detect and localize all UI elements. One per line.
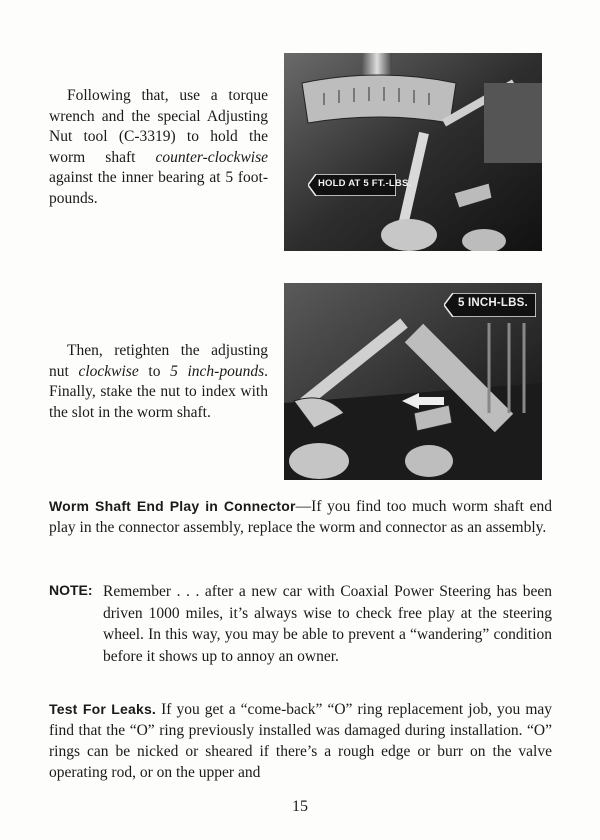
sign-hold-at-5-ft-lbs: HOLD AT 5 FT.-LBS. (308, 174, 396, 196)
note-body: Remember . . . after a new car with Coaxial Power Steering has been driven 1000 miles, it’s always wise to check free play at the steering wheel. In this way, you may be able to prevent a “wandering” condition before it shows up to annoy an owner. (103, 583, 552, 665)
section-test-for-leaks: Test For Leaks. If you get a “come-back” “O” ring replacement job, you may find that the “O” ring previously installed was damaged during installation. “O” rings can be nicked or sheared if there’s a rough edge or burr on the valve operating rod, or on the upper and (49, 701, 553, 781)
section-heading-worm-shaft: Worm Shaft End Play in Connector (49, 498, 296, 514)
photo-torque-wrench-hold (284, 53, 542, 251)
section-heading-test-for-leaks: Test For Leaks. (49, 701, 157, 717)
sign-5-inch-lbs: 5 INCH-LBS. (444, 293, 536, 317)
page-number: 15 (292, 798, 308, 815)
photo-adjusting-nut-retighten (284, 283, 542, 480)
section-worm-shaft-end-play: Worm Shaft End Play in Connector—If you find too much worm shaft end play in the connector assembly, replace the worm and connector as an assembly. (49, 498, 552, 536)
paragraph-retighten-nut: Then, retighten the adjusting nut clockwise to 5 inch-pounds. Finally, stake the nut to index with the slot in the worm shaft. (49, 342, 268, 421)
note-label: NOTE: (49, 582, 93, 598)
paragraph-torque-wrench: Following that, use a torque wrench and the special Adjusting Nut tool (C-3319) to hold the worm shaft counter-clockwise against the inner bearing at 5 foot-pounds. (49, 87, 268, 207)
